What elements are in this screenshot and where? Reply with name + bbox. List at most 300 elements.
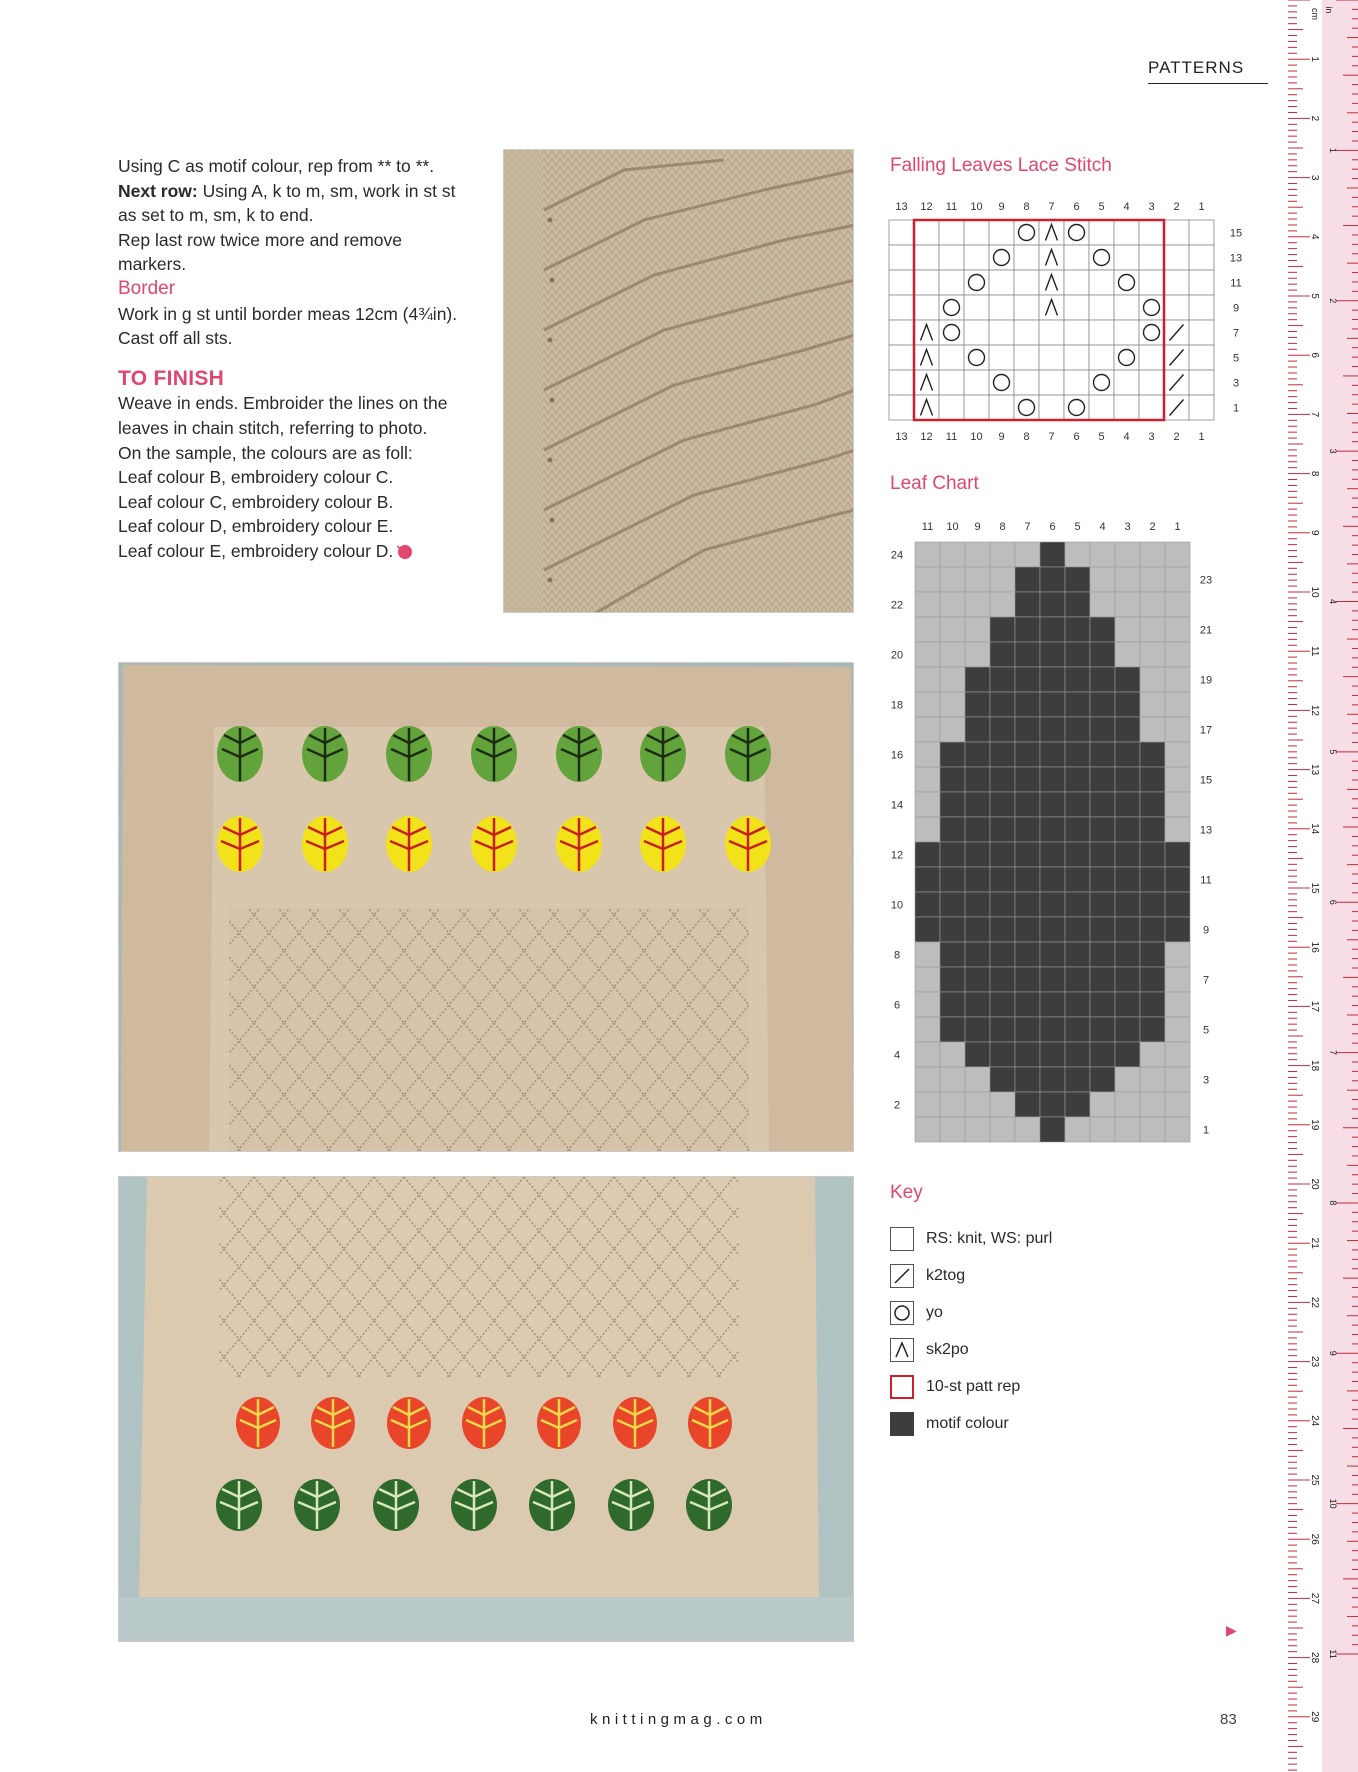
motif-cell bbox=[1015, 942, 1040, 967]
cm-number: 27 bbox=[1309, 1592, 1320, 1604]
motif-cell bbox=[1115, 767, 1140, 792]
key-label: motif colour bbox=[926, 1415, 1009, 1432]
background-cell bbox=[1140, 692, 1165, 717]
measuring-ruler bbox=[1282, 0, 1358, 1772]
lace-cell bbox=[1114, 295, 1139, 320]
leaf-col-label: 10 bbox=[946, 521, 959, 533]
lace-col-label: 11 bbox=[945, 431, 958, 443]
lace-cell bbox=[1014, 220, 1039, 245]
leaf-icon bbox=[535, 1395, 583, 1451]
leaf-row-label-left: 2 bbox=[893, 1099, 901, 1112]
lace-cell bbox=[1039, 320, 1064, 345]
background-cell bbox=[915, 767, 940, 792]
leaf-row-label-left: 14 bbox=[890, 799, 904, 812]
background-cell bbox=[1090, 1092, 1115, 1117]
cm-number: 11 bbox=[1309, 646, 1320, 657]
empty-square-icon bbox=[890, 1227, 914, 1251]
leaf-icon bbox=[553, 723, 605, 785]
motif-cell bbox=[940, 992, 965, 1017]
leaf-row-label-right: 23 bbox=[1199, 574, 1213, 587]
leaf-icon bbox=[527, 1477, 577, 1533]
lace-cell bbox=[1089, 220, 1114, 245]
motif-cell bbox=[1090, 617, 1115, 642]
lace-cell bbox=[964, 245, 989, 270]
lace-chart bbox=[885, 192, 1245, 452]
background-cell bbox=[1015, 542, 1040, 567]
background-cell bbox=[1165, 992, 1190, 1017]
motif-cell bbox=[1065, 917, 1090, 942]
motif-cell bbox=[965, 967, 990, 992]
motif-cell bbox=[940, 792, 965, 817]
key-item-k2tog bbox=[890, 1263, 965, 1289]
motif-cell bbox=[1165, 892, 1190, 917]
motif-cell bbox=[965, 817, 990, 842]
leaf-icon bbox=[299, 813, 351, 875]
leaf-chart bbox=[885, 514, 1215, 1154]
in-number: 3 bbox=[1328, 448, 1338, 454]
motif-cell bbox=[990, 942, 1015, 967]
motif-cell bbox=[1090, 817, 1115, 842]
lace-cell bbox=[1014, 245, 1039, 270]
lace-cell bbox=[1189, 220, 1214, 245]
leaf-row-label-left: 18 bbox=[890, 699, 904, 712]
motif-cell bbox=[1015, 617, 1040, 642]
lace-cell bbox=[1189, 320, 1214, 345]
background-cell bbox=[915, 742, 940, 767]
leaf-row-label-left: 20 bbox=[890, 649, 904, 662]
lace-cell bbox=[1139, 220, 1164, 245]
motif-cell bbox=[1115, 842, 1140, 867]
motif-cell bbox=[1015, 992, 1040, 1017]
lace-cell bbox=[1014, 295, 1039, 320]
cm-number: 20 bbox=[1309, 1178, 1320, 1190]
lace-chart-title: Falling Leaves Lace Stitch bbox=[890, 155, 1112, 176]
leaf-row-yellow bbox=[214, 813, 774, 883]
motif-cell bbox=[1040, 667, 1065, 692]
lace-cell bbox=[939, 370, 964, 395]
cm-number: 22 bbox=[1309, 1296, 1320, 1308]
motif-cell bbox=[915, 842, 940, 867]
cm-unit-label: cm bbox=[1310, 8, 1320, 20]
background-cell bbox=[915, 642, 940, 667]
finish-line: On the sample, the colours are as foll: bbox=[118, 442, 413, 463]
motif-cell bbox=[1065, 692, 1090, 717]
yarn-ball-icon bbox=[395, 542, 413, 560]
motif-cell bbox=[1115, 1042, 1140, 1067]
cm-number: 14 bbox=[1309, 823, 1320, 835]
motif-cell bbox=[1165, 842, 1190, 867]
background-cell bbox=[1115, 1092, 1140, 1117]
lace-col-label: 2 bbox=[1173, 201, 1180, 213]
motif-cell bbox=[965, 942, 990, 967]
background-cell bbox=[940, 717, 965, 742]
background-cell bbox=[915, 817, 940, 842]
lace-cell bbox=[1064, 220, 1089, 245]
background-cell bbox=[915, 567, 940, 592]
motif-cell bbox=[1115, 667, 1140, 692]
motif-cell bbox=[1090, 992, 1115, 1017]
lace-cell bbox=[939, 245, 964, 270]
motif-cell bbox=[1065, 1092, 1090, 1117]
motif-cell bbox=[1015, 1092, 1040, 1117]
ruler-in-band bbox=[1322, 0, 1358, 1772]
background-cell bbox=[915, 692, 940, 717]
motif-cell bbox=[965, 692, 990, 717]
leaf-row-label-right: 9 bbox=[1202, 924, 1210, 937]
motif-cell bbox=[1015, 717, 1040, 742]
motif-cell bbox=[1040, 1017, 1065, 1042]
lace-col-label: 9 bbox=[998, 201, 1005, 213]
leaf-icon bbox=[371, 1477, 421, 1533]
leaf-icon bbox=[722, 813, 774, 875]
motif-cell bbox=[1115, 867, 1140, 892]
lace-cell bbox=[914, 245, 939, 270]
key-item-yo bbox=[890, 1300, 943, 1326]
background-cell bbox=[1165, 1042, 1190, 1067]
motif-cell bbox=[1090, 767, 1115, 792]
leaf-icon bbox=[611, 1395, 659, 1451]
background-cell bbox=[1115, 617, 1140, 642]
motif-cell bbox=[940, 817, 965, 842]
motif-cell bbox=[990, 717, 1015, 742]
lace-cell bbox=[964, 295, 989, 320]
lace-col-label: 7 bbox=[1048, 201, 1055, 213]
background-cell bbox=[1165, 617, 1190, 642]
lace-cell bbox=[989, 220, 1014, 245]
motif-cell bbox=[1015, 967, 1040, 992]
lace-col-label: 1 bbox=[1198, 201, 1205, 213]
background-cell bbox=[940, 617, 965, 642]
background-cell bbox=[990, 592, 1015, 617]
leaf-row-label-right: 1 bbox=[1202, 1124, 1210, 1137]
cm-number: 26 bbox=[1309, 1533, 1320, 1545]
background-cell bbox=[990, 542, 1015, 567]
motif-cell bbox=[940, 842, 965, 867]
motif-cell bbox=[915, 917, 940, 942]
motif-cell bbox=[1115, 892, 1140, 917]
cm-number: 3 bbox=[1309, 174, 1320, 181]
cm-number: 18 bbox=[1309, 1060, 1320, 1072]
cm-number: 15 bbox=[1309, 882, 1320, 894]
motif-cell bbox=[1040, 767, 1065, 792]
cm-number: 29 bbox=[1309, 1711, 1320, 1723]
background-cell bbox=[1165, 667, 1190, 692]
motif-cell bbox=[1115, 692, 1140, 717]
instr-line: Rep last row twice more and remove bbox=[118, 229, 402, 250]
lace-cell bbox=[939, 345, 964, 370]
motif-cell bbox=[1115, 942, 1140, 967]
motif-cell bbox=[1090, 1042, 1115, 1067]
background-cell bbox=[915, 992, 940, 1017]
cm-number: 9 bbox=[1309, 530, 1320, 536]
motif-cell bbox=[990, 817, 1015, 842]
cm-number: 2 bbox=[1309, 115, 1320, 122]
background-cell bbox=[965, 642, 990, 667]
lace-cell bbox=[1014, 320, 1039, 345]
lace-cell bbox=[1039, 345, 1064, 370]
background-cell bbox=[915, 792, 940, 817]
leaf-icon bbox=[637, 813, 689, 875]
background-cell bbox=[940, 667, 965, 692]
leaf-icon bbox=[684, 1477, 734, 1533]
lace-cell bbox=[1164, 220, 1189, 245]
cm-number: 17 bbox=[1309, 1000, 1320, 1012]
background-cell bbox=[1115, 642, 1140, 667]
motif-cell bbox=[1065, 667, 1090, 692]
lace-cell bbox=[1189, 270, 1214, 295]
leaf-col-label: 2 bbox=[1149, 521, 1156, 533]
motif-cell bbox=[1015, 792, 1040, 817]
leaf-icon bbox=[214, 813, 266, 875]
footer-url[interactable]: knittingmag.com bbox=[590, 1711, 767, 1728]
instr-line: Using C as motif colour, rep from ** to **. bbox=[118, 156, 435, 176]
leaf-row-red bbox=[234, 1395, 734, 1459]
motif-cell bbox=[1140, 767, 1165, 792]
leaf-row-label-left: 8 bbox=[893, 949, 901, 962]
background-cell bbox=[1140, 1042, 1165, 1067]
leaf-row-label-right: 11 bbox=[1200, 874, 1212, 887]
motif-cell bbox=[1040, 967, 1065, 992]
lace-col-label: 11 bbox=[945, 201, 958, 213]
leaf-icon bbox=[309, 1395, 357, 1451]
motif-cell bbox=[1040, 817, 1065, 842]
leaf-row-label-right: 5 bbox=[1202, 1024, 1210, 1037]
cm-number: 7 bbox=[1309, 411, 1320, 418]
finish-line: Leaf colour D, embroidery colour E. bbox=[118, 516, 394, 537]
motif-cell bbox=[990, 692, 1015, 717]
background-cell bbox=[1165, 717, 1190, 742]
motif-cell bbox=[1065, 967, 1090, 992]
leaf-icon bbox=[299, 723, 351, 785]
background-cell bbox=[915, 1117, 940, 1142]
motif-cell bbox=[1065, 1017, 1090, 1042]
background-cell bbox=[1165, 942, 1190, 967]
motif-cell bbox=[1065, 867, 1090, 892]
background-cell bbox=[940, 592, 965, 617]
lace-cell bbox=[1089, 320, 1114, 345]
background-cell bbox=[940, 1042, 965, 1067]
motif-cell bbox=[1040, 1117, 1065, 1142]
motif-cell bbox=[940, 892, 965, 917]
background-cell bbox=[940, 542, 965, 567]
motif-cell bbox=[1115, 717, 1140, 742]
motif-cell bbox=[990, 967, 1015, 992]
background-cell bbox=[915, 667, 940, 692]
leaf-icon bbox=[637, 723, 689, 785]
motif-cell bbox=[1015, 642, 1040, 667]
leaf-row-label-right: 17 bbox=[1199, 724, 1213, 737]
cm-number: 23 bbox=[1309, 1356, 1320, 1368]
lace-col-label: 12 bbox=[920, 431, 933, 443]
leaf-col-label: 8 bbox=[999, 521, 1006, 533]
leaf-row-label-left: 6 bbox=[893, 999, 901, 1012]
motif-cell bbox=[990, 742, 1015, 767]
lace-cell bbox=[1114, 245, 1139, 270]
background-cell bbox=[965, 542, 990, 567]
cm-number: 28 bbox=[1309, 1652, 1320, 1664]
slash-icon bbox=[890, 1264, 914, 1288]
leaf-row-label-right: 21 bbox=[1199, 624, 1213, 637]
motif-cell bbox=[1090, 892, 1115, 917]
motif-cell bbox=[1115, 817, 1140, 842]
background-cell bbox=[1140, 542, 1165, 567]
lace-cell bbox=[989, 295, 1014, 320]
finish-line bbox=[118, 539, 488, 564]
motif-cell bbox=[1090, 717, 1115, 742]
lace-cell bbox=[939, 220, 964, 245]
lace-cell bbox=[1114, 345, 1139, 370]
motif-cell bbox=[1065, 992, 1090, 1017]
next-row-text: Using A, k to m, sm, work in st st bbox=[197, 180, 456, 201]
background-cell bbox=[1165, 767, 1190, 792]
leaf-icon bbox=[234, 1395, 282, 1451]
leaf-row-label-left: 16 bbox=[890, 749, 904, 762]
lace-col-label: 7 bbox=[1048, 431, 1055, 443]
lace-cell bbox=[1189, 395, 1214, 420]
motif-cell bbox=[1040, 842, 1065, 867]
leaf-row-label-right: 15 bbox=[1199, 774, 1213, 787]
finish-line: Weave in ends. Embroider the lines on the bbox=[118, 393, 448, 414]
background-cell bbox=[915, 1017, 940, 1042]
motif-cell bbox=[965, 842, 990, 867]
section-rule bbox=[1148, 83, 1268, 84]
motif-cell bbox=[990, 642, 1015, 667]
leaf-row-label-right: 3 bbox=[1202, 1074, 1210, 1087]
motif-cell bbox=[990, 992, 1015, 1017]
motif-cell bbox=[965, 917, 990, 942]
background-cell bbox=[990, 567, 1015, 592]
motif-cell bbox=[1140, 992, 1165, 1017]
motif-cell bbox=[1090, 1017, 1115, 1042]
motif-cell bbox=[990, 1017, 1015, 1042]
leaf-col-label: 6 bbox=[1049, 521, 1056, 533]
lace-cell bbox=[1189, 245, 1214, 270]
lace-cell bbox=[889, 270, 914, 295]
section-label: PATTERNS bbox=[1148, 58, 1245, 77]
leaf-row-label-left: 4 bbox=[893, 1049, 901, 1062]
lace-cell bbox=[1064, 295, 1089, 320]
lace-cell bbox=[1164, 295, 1189, 320]
motif-cell bbox=[1015, 692, 1040, 717]
lace-col-label: 10 bbox=[970, 431, 983, 443]
lace-row-label: 9 bbox=[1232, 302, 1240, 315]
background-cell bbox=[965, 1117, 990, 1142]
background-cell bbox=[1115, 1117, 1140, 1142]
background-cell bbox=[1165, 742, 1190, 767]
leaf-icon bbox=[686, 1395, 734, 1451]
motif-cell bbox=[1090, 1067, 1115, 1092]
border-line: Work in g st until border meas 12cm (4¾in). bbox=[118, 303, 458, 324]
background-cell bbox=[1140, 592, 1165, 617]
lace-col-label: 5 bbox=[1098, 201, 1105, 213]
leaf-icon bbox=[214, 1477, 264, 1533]
leaf-icon bbox=[553, 813, 605, 875]
leaf-row-label-left: 12 bbox=[890, 849, 904, 862]
motif-cell bbox=[1040, 1067, 1065, 1092]
lace-col-label: 12 bbox=[920, 201, 933, 213]
background-cell bbox=[915, 1092, 940, 1117]
motif-cell bbox=[1115, 967, 1140, 992]
leaf-row-label-left: 24 bbox=[890, 549, 904, 562]
motif-cell bbox=[940, 967, 965, 992]
background-cell bbox=[1140, 1092, 1165, 1117]
motif-cell bbox=[1015, 767, 1040, 792]
next-page-arrow[interactable]: ▶ bbox=[1226, 1622, 1237, 1638]
in-number: 5 bbox=[1328, 749, 1338, 755]
background-cell bbox=[940, 642, 965, 667]
background-cell bbox=[1090, 542, 1115, 567]
lace-cell bbox=[989, 370, 1014, 395]
key-item-patt-rep bbox=[890, 1374, 1020, 1400]
cm-number: 10 bbox=[1309, 586, 1320, 598]
background-cell bbox=[1115, 542, 1140, 567]
blanket-photo-top bbox=[118, 662, 854, 1152]
motif-cell bbox=[990, 1067, 1015, 1092]
motif-cell bbox=[1015, 567, 1040, 592]
background-cell bbox=[1090, 1117, 1115, 1142]
motif-cell bbox=[1065, 617, 1090, 642]
circle-icon bbox=[890, 1301, 914, 1325]
motif-cell bbox=[1040, 642, 1065, 667]
motif-cell bbox=[1040, 992, 1065, 1017]
motif-cell bbox=[965, 1042, 990, 1067]
lace-cell bbox=[1139, 395, 1164, 420]
cm-number: 8 bbox=[1309, 470, 1320, 477]
motif-cell bbox=[1140, 967, 1165, 992]
motif-cell bbox=[1140, 842, 1165, 867]
background-cell bbox=[940, 692, 965, 717]
leaf-icon bbox=[606, 1477, 656, 1533]
motif-cell bbox=[1090, 842, 1115, 867]
key-label: sk2po bbox=[926, 1341, 969, 1358]
motif-cell bbox=[1165, 867, 1190, 892]
lace-col-label: 9 bbox=[998, 431, 1005, 443]
lace-cell bbox=[989, 345, 1014, 370]
motif-cell bbox=[1115, 1017, 1140, 1042]
motif-cell bbox=[965, 717, 990, 742]
motif-cell bbox=[1090, 642, 1115, 667]
background-cell bbox=[1140, 667, 1165, 692]
background-cell bbox=[965, 1092, 990, 1117]
in-number: 9 bbox=[1328, 1350, 1338, 1356]
leaf-icon bbox=[292, 1477, 342, 1533]
background-cell bbox=[1015, 1117, 1040, 1142]
leaf-row-darkgreen bbox=[214, 1477, 734, 1541]
lace-cell bbox=[1014, 370, 1039, 395]
background-cell bbox=[1165, 567, 1190, 592]
leaf-row-label-right: 13 bbox=[1199, 824, 1213, 837]
background-cell bbox=[965, 592, 990, 617]
motif-cell bbox=[1115, 742, 1140, 767]
background-cell bbox=[915, 942, 940, 967]
motif-cell bbox=[1065, 717, 1090, 742]
lace-row-label: 1 bbox=[1232, 402, 1240, 415]
lace-cell bbox=[914, 295, 939, 320]
cm-number: 25 bbox=[1309, 1474, 1320, 1486]
leaf-row-label-right: 7 bbox=[1202, 974, 1210, 987]
lace-cell bbox=[1164, 245, 1189, 270]
lace-col-label: 3 bbox=[1148, 201, 1155, 213]
motif-cell bbox=[1065, 817, 1090, 842]
leaf-icon bbox=[460, 1395, 508, 1451]
motif-cell bbox=[990, 767, 1015, 792]
background-cell bbox=[940, 1092, 965, 1117]
background-cell bbox=[915, 1042, 940, 1067]
background-cell bbox=[1165, 967, 1190, 992]
background-cell bbox=[915, 617, 940, 642]
cm-number: 21 bbox=[1309, 1237, 1320, 1249]
leaf-icon bbox=[468, 813, 520, 875]
